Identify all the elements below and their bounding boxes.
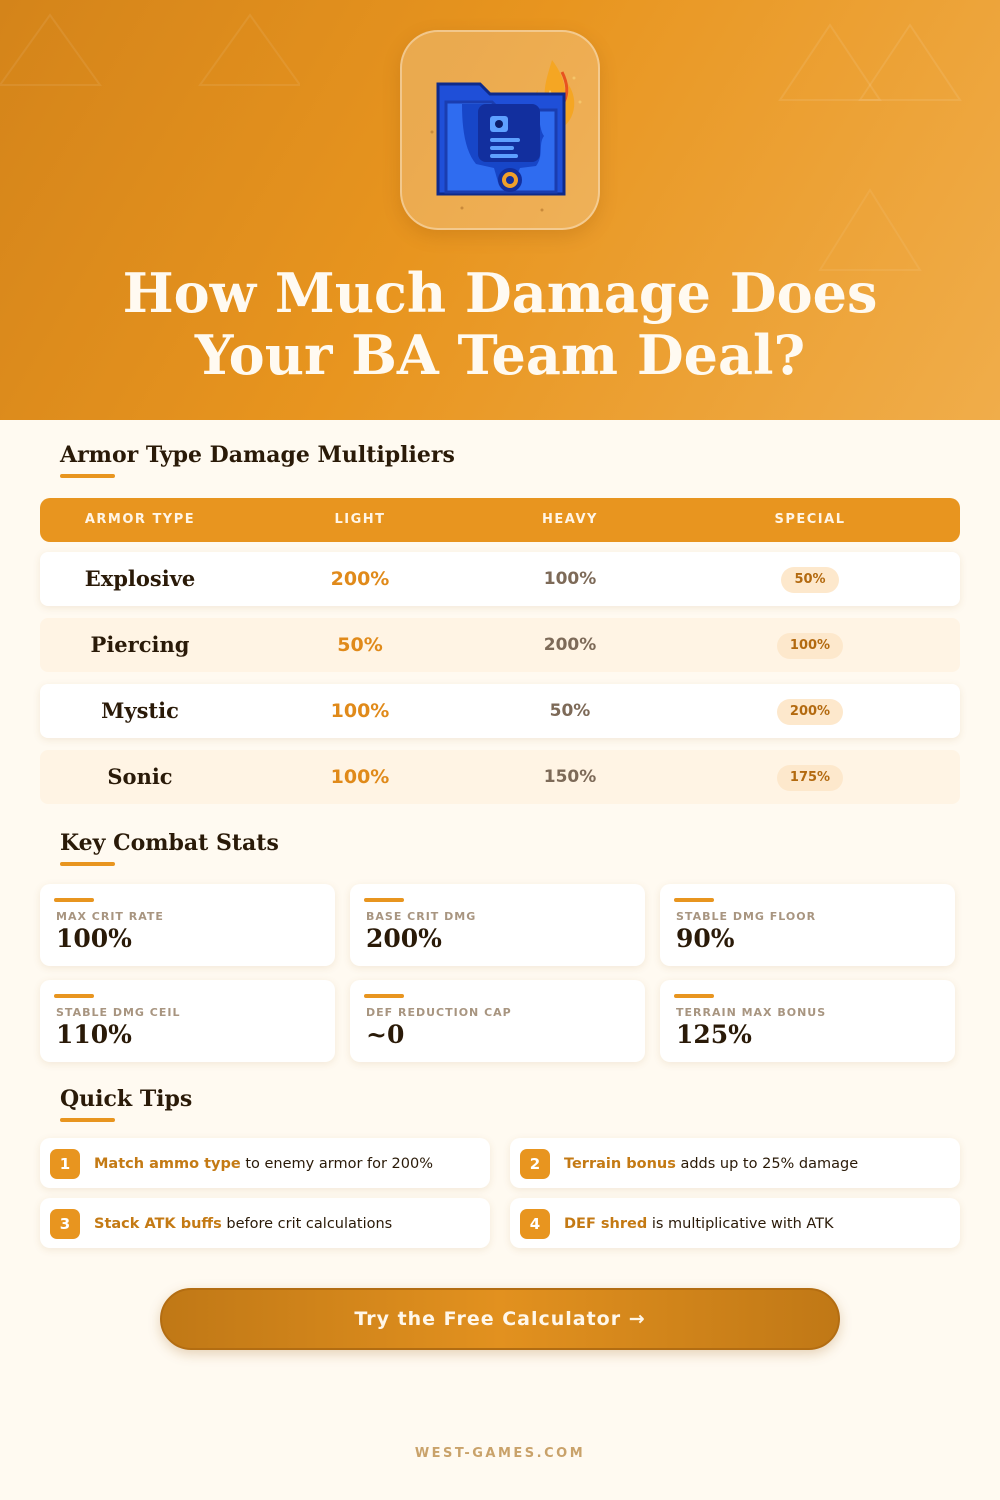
armor-type-cell: Piercing — [90, 632, 190, 657]
section-underline — [60, 1118, 115, 1122]
stat-value: ~0 — [366, 1020, 405, 1049]
section-underline — [60, 862, 115, 866]
table-row — [40, 618, 960, 672]
tip-highlight: Stack ATK buffs — [94, 1216, 222, 1232]
stat-label: DEF REDUCTION CAP — [366, 1006, 512, 1019]
table-row — [40, 552, 960, 606]
tip-rest: adds up to 25% damage — [675, 1156, 859, 1172]
stat-label: STABLE DMG CEIL — [56, 1006, 181, 1019]
stat-value: 110% — [56, 1020, 132, 1049]
stat-value: 125% — [676, 1020, 752, 1049]
special-cell — [710, 750, 910, 804]
stat-label: STABLE DMG FLOOR — [676, 910, 817, 923]
armor-type-cell: Sonic — [107, 764, 173, 789]
tip-card — [510, 1138, 960, 1188]
tips-section-title: Quick Tips — [60, 1086, 193, 1112]
light-cell: 50% — [337, 634, 383, 656]
tip-card — [40, 1198, 490, 1248]
armor-type-cell: Mystic — [101, 698, 179, 723]
armor-section-title: Armor Type Damage Multipliers — [60, 442, 455, 468]
stat-accent-bar — [364, 994, 404, 998]
decorative-triangle — [760, 20, 1000, 280]
table-header — [40, 498, 960, 542]
tip-rest: before crit calculations — [221, 1216, 393, 1232]
column-header-heavy: HEAVY — [542, 512, 598, 527]
hero-banner — [0, 0, 1000, 420]
tip-card — [40, 1138, 490, 1188]
stat-card — [350, 884, 645, 966]
stat-label: MAX CRIT RATE — [56, 910, 164, 923]
light-cell: 100% — [330, 766, 390, 788]
tip-rest: is multiplicative with ATK — [647, 1216, 834, 1232]
stat-value: 90% — [676, 924, 735, 953]
tip-highlight: DEF shred — [564, 1216, 648, 1232]
stat-accent-bar — [54, 994, 94, 998]
stat-accent-bar — [674, 994, 714, 998]
stat-value: 100% — [56, 924, 132, 953]
tip-number-badge: 4 — [520, 1209, 550, 1239]
calculator-cta-button[interactable]: Try the Free Calculator → — [160, 1288, 840, 1350]
special-badge: 200% — [777, 699, 843, 725]
stat-card — [40, 980, 335, 1062]
heavy-cell: 100% — [543, 569, 597, 589]
tip-highlight: Match ammo type — [94, 1156, 241, 1172]
stat-value: 200% — [366, 924, 442, 953]
stat-accent-bar — [674, 898, 714, 902]
tip-number-badge: 1 — [50, 1149, 80, 1179]
light-cell: 200% — [330, 568, 390, 590]
heavy-cell: 50% — [549, 701, 591, 721]
tip-card — [510, 1198, 960, 1248]
special-badge: 100% — [777, 633, 843, 659]
tip-number-badge: 3 — [50, 1209, 80, 1239]
light-cell: 100% — [330, 700, 390, 722]
stat-accent-bar — [54, 898, 94, 902]
tip-text — [94, 1198, 392, 1250]
special-cell — [710, 552, 910, 606]
special-badge: 175% — [777, 765, 843, 791]
column-header-armor-type: ARMOR TYPE — [84, 512, 196, 527]
tip-text — [564, 1198, 834, 1250]
decorative-triangle — [0, 10, 300, 90]
tip-number-badge: 2 — [520, 1149, 550, 1179]
stat-card — [660, 980, 955, 1062]
app-icon — [400, 30, 600, 230]
heavy-cell: 150% — [543, 767, 597, 787]
tip-text — [94, 1138, 433, 1190]
special-cell — [710, 618, 910, 672]
special-cell — [710, 684, 910, 738]
table-row — [40, 750, 960, 804]
stat-card — [660, 884, 955, 966]
table-row — [40, 684, 960, 738]
column-header-light: LIGHT — [334, 512, 386, 527]
heavy-cell: 200% — [543, 635, 597, 655]
footer-site-link[interactable]: WEST-GAMES.COM — [414, 1446, 586, 1461]
stat-card — [350, 980, 645, 1062]
page-title-line-2: Your BA Team Deal? — [194, 323, 806, 387]
stat-accent-bar — [364, 898, 404, 902]
page-title — [0, 262, 1000, 386]
special-badge: 50% — [781, 567, 838, 593]
stat-label: BASE CRIT DMG — [366, 910, 477, 923]
tip-rest: to enemy armor for 200% — [240, 1156, 434, 1172]
stat-label: TERRAIN MAX BONUS — [676, 1006, 827, 1019]
stats-section-title: Key Combat Stats — [60, 830, 279, 856]
blue-folder-with-flame-icon — [402, 32, 602, 232]
page-title-line-1: How Much Damage Does — [122, 261, 878, 325]
tip-text — [564, 1138, 858, 1190]
armor-type-cell: Explosive — [84, 566, 196, 591]
tip-highlight: Terrain bonus — [564, 1156, 676, 1172]
column-header-special: SPECIAL — [774, 512, 846, 527]
stat-card — [40, 884, 335, 966]
section-underline — [60, 474, 115, 478]
